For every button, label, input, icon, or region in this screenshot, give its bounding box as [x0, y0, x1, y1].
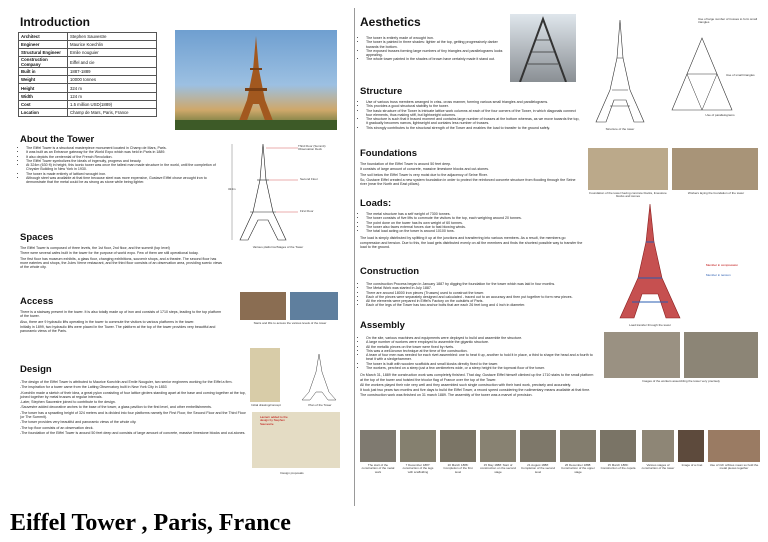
spec-key: Height	[19, 84, 68, 92]
design-para: -The inspiration for a tower came from the Latting Observatory built in New York City in 1853	[20, 385, 167, 390]
timeline-caption: Use of rich orifices mean so hold the metal pieces together	[709, 463, 759, 471]
load-caption: Load transfer through the tower	[629, 323, 671, 327]
about-text	[20, 146, 220, 185]
timeline-caption: Image of a rivet	[681, 463, 703, 467]
spec-value: 124 m	[68, 92, 157, 100]
spec-key: Location	[19, 108, 68, 116]
assembly-text	[360, 336, 596, 398]
spec-value: Stephen Sauvestre	[68, 33, 157, 41]
foundation-photo-2	[672, 148, 758, 190]
foundation-caption: Workers laying the foundation of the tower	[687, 191, 745, 195]
design-para: -The tower provides very beautiful and panoramic views of the whole city.	[20, 420, 137, 425]
spec-key: Width	[19, 92, 68, 100]
spec-row	[19, 100, 157, 108]
construction-text	[360, 282, 596, 308]
truss-photo-icon	[510, 14, 576, 82]
diagram-label: First Floor	[300, 209, 314, 213]
construction-item: • The construction Process began in January 1887 by digging the foundation for the tower which was laid in four months.	[366, 282, 596, 286]
spec-table	[18, 32, 157, 117]
design-sketch-photo	[250, 348, 280, 402]
timeline-caption: 20 March 1888: Completion of the first level	[443, 463, 473, 474]
structure-caption: Use of small triangles	[726, 73, 755, 77]
structure-item: • This provides a good structural stability to the tower.	[366, 104, 582, 108]
aesthetics-text	[360, 36, 510, 62]
foundations-item: It consists of large amount of concrete, massive limestone blocks and cut-stones.	[360, 167, 490, 172]
spec-row	[19, 41, 157, 49]
spec-value: Maurice Koechlin	[68, 41, 157, 49]
aesthetics-item: • The exposed trusses forming large numbers of tiny triangles and parallelograms looks appealing.	[366, 49, 510, 58]
aesthetics-item: • The whole tower painted in the shades of brown have certainly made it stand out.	[366, 57, 510, 61]
assembly-item: • A team of four men was needed for each rivet assembled: one to heat it up, another to hold it in place, a third to shape the head and a fourth to beat it with a sledgehammer.	[366, 353, 596, 362]
timeline-caption: 21 August 1888: Completion of the second level	[520, 463, 556, 474]
assembly-photo-1	[604, 332, 680, 378]
spec-row	[19, 68, 157, 76]
construction-title: Construction	[360, 266, 420, 277]
spaces-title: Spaces	[20, 232, 54, 243]
design-para: -Later, Stephen Sauvestre joined to contribute to the design.	[20, 400, 116, 405]
construction-item: • Each of the legs of the Tower has two anchor bolts that are each 26 feet long and 4 inch in diameter.	[366, 303, 596, 307]
access-title: Access	[20, 296, 54, 307]
spaces-text	[20, 246, 225, 270]
spec-row	[19, 33, 157, 41]
access-para: There is a stairway present in the tower. It is also totally made up of iron and consists of 1710 steps, leading to the top platform of the tower.	[20, 310, 222, 319]
timeline-photo	[560, 430, 596, 462]
construction-item: • The Metal Work was started in July 1887.	[366, 286, 596, 290]
assembly-side-caption: Images of the workers assembling the tower very precisely	[642, 379, 720, 383]
loads-title: Loads:	[360, 198, 392, 209]
column-divider	[354, 8, 355, 506]
aesthetics-item: • The tower is entirely made of wrought iron.	[366, 36, 510, 40]
access-text	[20, 310, 225, 334]
design-note: Lantern added to the design by Stephen Sauvestre	[260, 415, 288, 426]
loads-item: • The tower consists of five lifts to commute the visitors to the top, each weighing around 20 tonnes.	[366, 216, 585, 220]
construction-item: • All the elements were prepared in Eiffel's Factory on the outskirts of Paris.	[366, 299, 596, 303]
spec-row	[19, 108, 157, 116]
foundations-item: The foundation of the Eiffel Tower is around 50 feet deep.	[360, 162, 452, 166]
foundations-text	[360, 162, 582, 187]
timeline-photo	[440, 430, 476, 462]
plan-drawing-icon	[296, 352, 342, 402]
design-caption: Plan of the Tower	[308, 403, 332, 407]
design-text	[20, 380, 246, 436]
intro-photo	[175, 30, 337, 130]
assembly-item: • The tower is built with wooden scaffolds and small kiosks directly fixed to the tower.	[366, 362, 596, 366]
diagram-label: 324m	[228, 187, 236, 191]
design-plan-drawing	[296, 352, 342, 402]
about-item: • At 324m (630 ft) in height, this iconic tower was once the tallest man made structure in the world, until the completion of Chrysler Building in New York in 1930.	[26, 163, 220, 172]
design-para: -The foundation of the Eiffel Tower is around 50 feet deep and consists of large amount of concrete, massive limestone blocks and cut-stones.	[20, 430, 246, 435]
construction-item: • There are around 18000 iron pieces (Trusses) used to construct the tower.	[366, 291, 596, 295]
design-para: -The tower has a sprawling height of 324 meters and is divided into four platforms namely the First Floor, the Second Floor and the Third Floor (or The Summit).	[20, 410, 246, 420]
timeline-caption: 15 March 1889: Construction of the cupola	[600, 463, 636, 471]
poster-title: Eiffel Tower , Paris, France	[10, 510, 291, 536]
structure-item: • This strongly contributes to the structural strength of the Tower and enables the load to transfer to the ground safely.	[366, 126, 582, 130]
assembly-item: • The workers, perched on a steep just a few centimetres wide, or a steep height for the topmost floor of the tower.	[366, 366, 596, 370]
structure-diagram-triangles	[652, 18, 760, 128]
structure-caption: Structure of the tower	[605, 127, 635, 131]
access-para: Also, there are 9 hydraulic lifts operating in the tower to commute the visitors to various platforms in the tower.	[20, 319, 195, 324]
assembly-item: • All the metallic pieces on the tower were fixed by rivets.	[366, 345, 596, 349]
access-para: Initially in 1899, two hydraulic lifts were placed in the Tower. The platform at the top of the tower provides very beautiful and panoramic views of the Paris.	[20, 324, 216, 334]
timeline-caption: 15 May 1888: Start of construction on the second stage	[480, 463, 516, 474]
foundations-title: Foundations	[360, 148, 417, 159]
aesthetics-title: Aesthetics	[360, 15, 421, 29]
spec-value: 10000 tonnes	[68, 76, 157, 84]
load-transfer-diagram	[600, 202, 760, 330]
foundation-caption: Foundation of the tower having concrete blocks, limestone blocks and stones	[589, 191, 667, 199]
loads-para: The load is simply distributed by splitting it up at the junctions and transferring into various members. As a result, the members go compression and tension. Due to this, the load gets distributed evenly on all the members and finds the shortest possible way to transfer the load to the ground.	[360, 236, 583, 250]
spec-key: Engineer	[19, 41, 68, 49]
about-item: • The Eiffel Tower symbolizes the ideals of ingenuity, progress and beauty.	[26, 159, 220, 163]
tower-levels-diagram	[228, 140, 343, 252]
timeline-photo	[480, 430, 516, 462]
orifice-photo	[708, 430, 760, 462]
spec-value: 324 m	[68, 84, 157, 92]
about-item: • It also depicts the centennial of the French Revolution.	[26, 155, 220, 159]
structure-tower-icon	[590, 18, 650, 124]
loads-text	[360, 212, 585, 250]
foundations-item: So, Gustave Eiffel created a new system foundation in order to protect the reinforced concrete structure from flooding through the Seine river (near the North and East pillars).	[360, 177, 576, 187]
construction-item: • Each of the pieces were separately designed and calculated - traced out to an accuracy and then put together to form new pieces.	[366, 295, 596, 299]
load-tower-icon	[600, 202, 700, 322]
diagram-label: Second Floor	[300, 177, 318, 181]
timeline-caption: The start of the construction of the metal work	[361, 463, 395, 474]
timeline-caption: 26 December 1888: Construction of the upper stage	[561, 463, 595, 474]
structure-item: • The basic structure of the Tower is intricate lattice work columns at each of the four corners of the Tower, in which diagonals connect four elements, thus making stiff, but lightweight columns.	[366, 109, 582, 118]
assembly-title: Assembly	[360, 320, 405, 331]
spec-value: Emile nouguier	[68, 49, 157, 57]
timeline-photo	[600, 430, 636, 462]
spec-value: Eiffel and cie	[68, 57, 157, 68]
structure-caption: Use of parallelograms	[705, 113, 735, 117]
structure-title: Structure	[360, 86, 403, 97]
assembly-para: All the workers played their role very well and they assembled such single construction with their hard work, precisely and accurately.	[360, 382, 572, 387]
spec-key: Architect	[19, 33, 68, 41]
spec-row	[19, 84, 157, 92]
design-para: -Sauvestre added decorative arches to the base of the tower, a glass pavilion to the first level, and other embellishments.	[20, 405, 212, 410]
spec-key: Weight	[19, 76, 68, 84]
assembly-item: • This was a well-known technique at the time of the construction.	[366, 349, 596, 353]
spec-row	[19, 49, 157, 57]
design-caption: Initial drawing/concept	[251, 403, 281, 407]
intro-title: Introduction	[20, 15, 90, 29]
spec-value: 1.5 million USD(1889)	[68, 100, 157, 108]
timeline-photo	[642, 430, 674, 462]
timeline-caption: 7 December 1887: construction of the legs with scaffolding	[402, 463, 434, 474]
loads-item: • The point done on the tower has its own weight of 60 tonnes.	[366, 221, 585, 225]
tower-outline-icon	[228, 140, 343, 244]
timeline-photo	[400, 430, 436, 462]
aesthetics-photo	[510, 14, 576, 82]
about-item: • Although steel was available at that time because steel was more expensive, Gustave Eiffel chose wrought iron to demonstrate that the metal could be as strong as stone while being lighter.	[26, 176, 220, 185]
access-photo-2	[290, 292, 338, 320]
about-item: • It was built as an Entrance gateway for the World Expo which was held in Paris in 1889.	[26, 150, 220, 154]
assembly-item: • On the site, various machines and equipments were deployed to build and assemble the structure.	[366, 336, 596, 340]
assembly-item: • A large number of workers were employed to assemble the gigantic structure.	[366, 340, 596, 344]
design-caption: Design proposals	[280, 471, 304, 475]
design-para: -The design of the Eiffel Tower is attributed to Maurice Koechlin and Emile Nouguier, two senior engineers working for the Eiffel a firm.	[20, 380, 233, 384]
structure-caption: Use of large number of trusses to form small triangles	[698, 17, 758, 25]
about-item: • The tower is made entirely of latticed wrought iron.	[26, 172, 220, 176]
spec-row	[19, 76, 157, 84]
assembly-para: It took just two years two months and five days to build the Eiffel Tower, a record speed considering the rudimentary means available at that time. The construction work was finished on 31 march 1889. The assembly of the tower was a marvel of precision.	[360, 388, 591, 397]
rivet-photo	[678, 430, 704, 462]
load-legend-tension: Member in tension	[706, 273, 731, 277]
tower-photo-icon	[175, 30, 337, 130]
structure-text	[360, 100, 582, 130]
structure-item: • The structure is such that it braced moment and contains large number of trusses at the bottom whereas, as we move towards the top, it gradually becomes narrow, lightweight and contains less number of trusses.	[366, 117, 582, 126]
about-item: • The Eiffel Tower is a structural masterpiece monument located in Champ de Mars, Paris.	[26, 146, 220, 150]
diagram-label: Third Floor (Summit) Observation Deck	[298, 144, 326, 152]
spec-key: Construction Company	[19, 57, 68, 68]
spec-row	[19, 92, 157, 100]
spec-key: Built in	[19, 68, 68, 76]
structure-diagram-tower	[590, 18, 650, 130]
spaces-para: The first floor has museum exhibits, a glass floor, changing exhibitions, souvenir shops, and a theatre. The second floor has more eateries and shops, the Jules Verne restaurant, and the third floor consists of an observation area, providing scenic views of the whole city.	[20, 256, 222, 270]
structure-item: • Use of various truss members arranged in criss- cross manner, forming various small triangles and parallelograms.	[366, 100, 582, 104]
spec-value: Champ de Mars, Paris, France	[68, 108, 157, 116]
construction-timeline	[360, 430, 760, 510]
design-title: Design	[20, 364, 52, 375]
about-title: About the Tower	[20, 134, 95, 145]
access-photo-1	[240, 292, 286, 320]
timeline-caption: Various stages of construction of the tower	[641, 463, 675, 471]
diagram-caption: Various platforms/Stages of the Tower	[252, 245, 304, 249]
assembly-photo-2	[684, 332, 758, 378]
spec-row	[19, 57, 157, 68]
timeline-photo	[360, 430, 396, 462]
spaces-para: There were several cafes built in the tower for the purpose of world expo. Few of them are still operational today.	[20, 251, 199, 256]
loads-item: • The total load acting on the tower is around 10100 tons.	[366, 229, 585, 233]
timeline-photo	[520, 430, 556, 462]
spaces-para: The Eiffel Tower is composed of three levels, the 1st floor, 2nd floor, and the summit (top level)	[20, 246, 170, 250]
loads-item: • The metal structure has a self weight of 7300 tonnes.	[366, 212, 585, 216]
foundations-item: The soil below the Eiffel Tower is very moist due to the adjacency of Seine River.	[360, 172, 488, 177]
spec-key: Structural Engineer	[19, 49, 68, 57]
design-para: -Koechlin made a sketch of their idea, a great pylon consisting of four lattice girders standing apart at the base and coming together at the top, joined together by metal trusses at regular intervals.	[20, 390, 246, 399]
design-para: -The top floor consists of an observation deck.	[20, 425, 94, 430]
spec-value: 1887-1889	[68, 68, 157, 76]
design-proposal-image	[252, 412, 340, 468]
loads-item: • The tower also faces external forces due to fast blowing winds.	[366, 225, 585, 229]
foundation-photo-1	[588, 148, 668, 190]
assembly-para: On March 31, 1889 the construction work was completely finished. That day, Gustave Eiffel himself climbed up the 1710 stairs to the small platform at the top of the tower and hoisted the tricolor flag of France over the top of the Tower.	[360, 373, 594, 382]
access-caption: Stairs and lifts to access the various levels of the tower	[253, 321, 327, 325]
load-legend-compression: Member in compression	[706, 263, 739, 267]
aesthetics-item: • The tower is painted in three shades: lighter at the top, getting progressively darker towards the bottom.	[366, 40, 510, 49]
spec-key: Cost	[19, 100, 68, 108]
